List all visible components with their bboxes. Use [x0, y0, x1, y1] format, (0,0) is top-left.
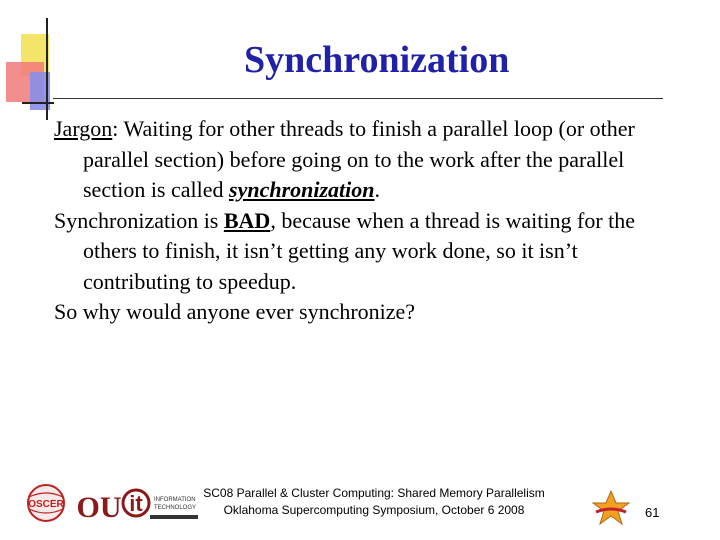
term-synchronization: synchronization: [229, 177, 375, 202]
paragraph-question: So why would anyone ever synchronize?: [54, 299, 416, 324]
term-jargon: Jargon: [54, 116, 113, 141]
corner-line-horizontal: [22, 102, 54, 104]
oscer-logo-text: OSCER: [28, 499, 64, 510]
star-logo: [590, 488, 632, 528]
corner-line-vertical: [46, 18, 48, 120]
paragraph-jargon-end: .: [374, 177, 381, 202]
it-logo-small-2: TECHNOLOGY: [154, 505, 197, 511]
paragraph-bad-start: Synchronization is: [54, 207, 224, 233]
paragraph-jargon-text: : Waiting for other threads to finish a parallel loop (or other parallel section) before going on to the work after the parallel section is called: [83, 116, 635, 202]
paragraph-bad: [54, 206, 672, 298]
page-number: 61: [645, 505, 660, 520]
term-bad: BAD: [223, 207, 271, 233]
ou-logo-text: OU: [76, 491, 122, 524]
title-rule: [53, 98, 663, 99]
footer-text: [186, 485, 562, 519]
slide-body: [54, 114, 672, 328]
oscer-logo: [17, 483, 75, 523]
it-logo-text: it: [129, 491, 143, 516]
paragraph-jargon: [54, 114, 672, 206]
ou-logo: [76, 483, 122, 525]
it-logo-small-1: INFORMATION: [154, 497, 196, 503]
footer-line-1: SC08 Parallel & Cluster Computing: Shared Memory Parallelism: [203, 486, 545, 500]
slide-title: Synchronization: [244, 39, 510, 81]
paragraph-bad-text: , because when a thread is waiting for the others to finish, it isn’t getting any work done, so it isn’t contributing to speedup.: [83, 207, 636, 294]
footer-line-2: Oklahoma Supercomputing Symposium, October 6 2008: [223, 503, 525, 517]
